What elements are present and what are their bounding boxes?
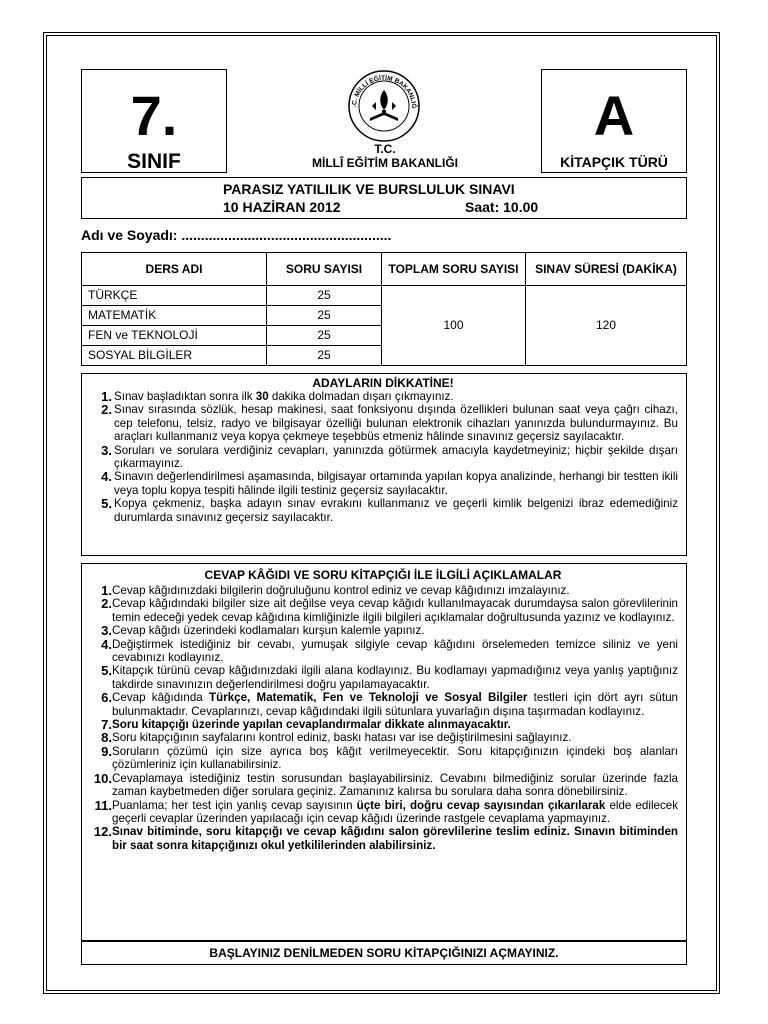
instructions-list	[88, 584, 678, 852]
candidate-name-field: Adı ve Soyadı: ......................................................	[81, 227, 392, 243]
grade-number: 7.	[130, 84, 178, 147]
item-text: Cevaplamaya istediğiniz testin sorusundan başlayabilirsiniz. Cevabını bilmediğiniz sorular üzerinde fazla zaman kaybetmeden diğer sorulara geçiniz. Zamanınız kalırsa bu sorulara daha sonra dönebilirsiniz.	[112, 771, 678, 799]
item-text: Kitapçık türünü cevap kâğıdınızdaki ilgili alana kodlayınız. Bu kodlamayı yapmadığınız veya yanlış yaptığınız takdirde sınavınızın değerlendirilmesi doğru yapılamayacaktır.	[112, 664, 678, 691]
courses-table	[81, 252, 687, 366]
list-item	[88, 597, 678, 624]
item-text: Kopya çekmeniz, başka adayın sınav evrakını kullanmanız ve geçerli kimlik belgenizi ibraz edemediğiniz durumlarda sınavınız geçersiz sayılacaktır.	[114, 497, 678, 524]
attention-title: ADAYLARIN DİKKATİNE!	[312, 376, 454, 390]
item-number: 4.	[101, 636, 112, 652]
item-text: 30	[255, 390, 269, 403]
exam-title-box	[81, 177, 687, 219]
list-item	[88, 444, 678, 471]
item-text: Soruları ve sorulara verdiğiniz cevapları, yanınızda götürmek amacıyla kaydetmeyiniz; hiçbir şekilde dışarı çıkarmayınız.	[114, 443, 678, 471]
list-item	[88, 584, 678, 597]
footer-warning: BAŞLAYINIZ DENİLMEDEN SORU KİTAPÇIĞINIZI AÇMAYINIZ.	[81, 941, 687, 965]
item-text: Sınavın değerlendirilmesi aşamasında, bilgisayar ortamında yapılan kopya analizinde, herhangi bir testten ikili veya toplu kopya tespiti hâlinde ilgili testiniz geçersiz sayılacaktır.	[114, 470, 678, 497]
item-number: 5.	[101, 496, 112, 512]
item-text: elde edilecek geçerli cevaplar üzerinden yapılacağı için cevap kâğıdı üzerinde rastgele cevaplama yapmayınız.	[112, 798, 679, 825]
booklet-letter: A	[593, 84, 635, 147]
item-number: 6.	[101, 690, 112, 706]
item-number: 3.	[101, 442, 112, 458]
item-number: 7.	[101, 717, 112, 733]
item-text: üçte biri, doğru cevap sayısından çıkarılarak	[356, 798, 606, 812]
item-number: 1.	[101, 583, 112, 598]
col-header-course: DERS ADI	[82, 253, 267, 286]
table-row	[82, 286, 687, 306]
booklet-type-box	[541, 69, 687, 173]
course-name: SOSYAL BİLGİLER	[82, 346, 267, 366]
list-item	[88, 624, 678, 637]
course-name: TÜRKÇE	[82, 286, 267, 306]
item-number: 3.	[101, 623, 112, 639]
attention-list	[88, 390, 678, 524]
attention-section	[81, 373, 687, 556]
item-number: 4.	[101, 469, 112, 485]
list-item	[88, 403, 678, 443]
list-item	[88, 638, 678, 665]
item-number: 2.	[101, 402, 112, 418]
instructions-section	[81, 563, 687, 941]
exam-title: PARASIZ YATILILIK VE BURSLULUK SINAVI	[223, 181, 515, 197]
item-number: 10.	[93, 770, 112, 786]
item-number: 9.	[101, 743, 112, 759]
list-item	[88, 497, 678, 524]
list-item	[88, 825, 678, 852]
item-text: Soru kitapçığının sayfalarını kontrol ediniz, baskı hatası var ise değiştirilmesini sağlayınız.	[112, 731, 572, 745]
item-text: Cevap kâğıdınızdaki bilgilerin doğruluğunu kontrol ediniz ve cevap kâğıdınızı imzalayınız.	[112, 584, 570, 597]
exam-date: 10 HAZİRAN 2012	[223, 199, 341, 215]
list-item	[88, 745, 678, 772]
item-text: Cevap kâğıdında	[112, 691, 210, 705]
exam-time: Saat: 10.00	[465, 199, 539, 215]
ministry-name: T.C. MİLLÎ EĞİTİM BAKANLIĞI	[312, 142, 458, 170]
list-item	[88, 664, 678, 691]
item-text: Cevap kâğıdındaki bilgiler size ait değilse veya cevap kâğıdı kullanılmayacak durumdaysa salon görevlilerinin temin edeceği yedek cevap kâğıdına kimliğinizle ilgili bilgileri açıklamalar doğrultusunda yazınız ve kodlayınız.	[112, 597, 678, 624]
item-text: Puanlama; her test için yanlış cevap sayısının	[112, 798, 357, 812]
item-number: 2.	[101, 596, 112, 612]
item-text: Sınav bitiminde, soru kitapçığı ve cevap kâğıdını salon görevlilerine teslim ediniz. Sınavın bitiminden bir saat sonra kitapçığınızı okul yetkililerinden alabilirsiniz.	[112, 825, 678, 852]
course-name: MATEMATİK	[82, 306, 267, 326]
item-text: Türkçe, Matematik, Fen ve Teknoloji ve Sosyal Bilgiler	[209, 691, 528, 705]
item-number: 11.	[94, 797, 112, 813]
list-item	[88, 731, 678, 744]
col-header-duration: SINAV SÜRESİ (DAKİKA)	[526, 253, 687, 286]
list-item	[88, 718, 678, 731]
grade-label: SINIF	[127, 150, 181, 173]
grade-box	[81, 69, 227, 173]
item-number: 8.	[101, 730, 112, 746]
course-count: 25	[267, 306, 382, 326]
list-item	[88, 470, 678, 497]
item-text: Soruların çözümü için size ayrıca boş kâğıt verilmeyecektir. Soru kitapçığınızın içindeki boş alanları çözümleriniz için kullanabilirsiniz.	[112, 744, 678, 772]
list-item	[88, 691, 678, 718]
course-count: 25	[267, 286, 382, 306]
item-text: Sınav sırasında sözlük, hesap makinesi, saat fonksiyonu dışında özellikleri bulunan saat veya çağrı cihazı, cep telefonu, telsiz, radyo ve bilgisayar özelliği bulunan elektronik cihazları yanınızda bulundurmayınız. Bu araçları kullanmanız veya kopya çekmeye teşebbüs etmeniz hâlinde sınavınız geçersiz sayılacaktır.	[114, 403, 678, 444]
col-header-count: SORU SAYISI	[267, 253, 382, 286]
list-item	[88, 799, 678, 826]
list-item	[88, 772, 678, 799]
item-text: Değiştirmek istediğiniz bir cevabı, yumuşak silgiyle cevap kâğıdını örselemeden temizce siliniz ve yeni cevabınızı kodlayınız.	[112, 637, 678, 665]
booklet-label: KİTAPÇIK TÜRÜ	[560, 154, 668, 170]
course-name: FEN ve TEKNOLOJİ	[82, 326, 267, 346]
total-questions: 100	[382, 286, 526, 366]
item-text: Cevap kâğıdı üzerindeki kodlamaları kurşun kalemle yapınız.	[112, 624, 425, 638]
item-number: 5.	[101, 663, 112, 679]
item-text: testleri için dört ayrı sütun bulunmaktadır. Cevaplarınızı, cevap kâğıdındaki ilgili sütunlara yuvarlağın dışına taşırmadan kodlayınız.	[112, 691, 678, 718]
seal-text: .C. MİLLİ EĞİTİM BAKANLIĞ	[351, 74, 418, 109]
col-header-total: TOPLAM SORU SAYISI	[382, 253, 526, 286]
ministry-emblem	[346, 68, 422, 144]
item-number: 1.	[101, 389, 112, 404]
instructions-title: CEVAP KÂĞIDI VE SORU KİTAPÇIĞI İLE İLGİLİ AÇIKLAMALAR	[204, 568, 562, 582]
seal-icon	[346, 68, 422, 144]
exam-duration: 120	[526, 286, 687, 366]
item-text: Sınav başladıktan sonra ilk	[114, 390, 256, 403]
item-number: 12.	[93, 824, 112, 840]
course-count: 25	[267, 326, 382, 346]
list-item	[88, 390, 678, 403]
item-text: Soru kitapçığı üzerinde yapılan cevaplandırmalar dikkate alınmayacaktır.	[112, 718, 511, 732]
course-count: 25	[267, 346, 382, 366]
item-text: dakika dolmadan dışarı çıkmayınız.	[268, 390, 454, 403]
